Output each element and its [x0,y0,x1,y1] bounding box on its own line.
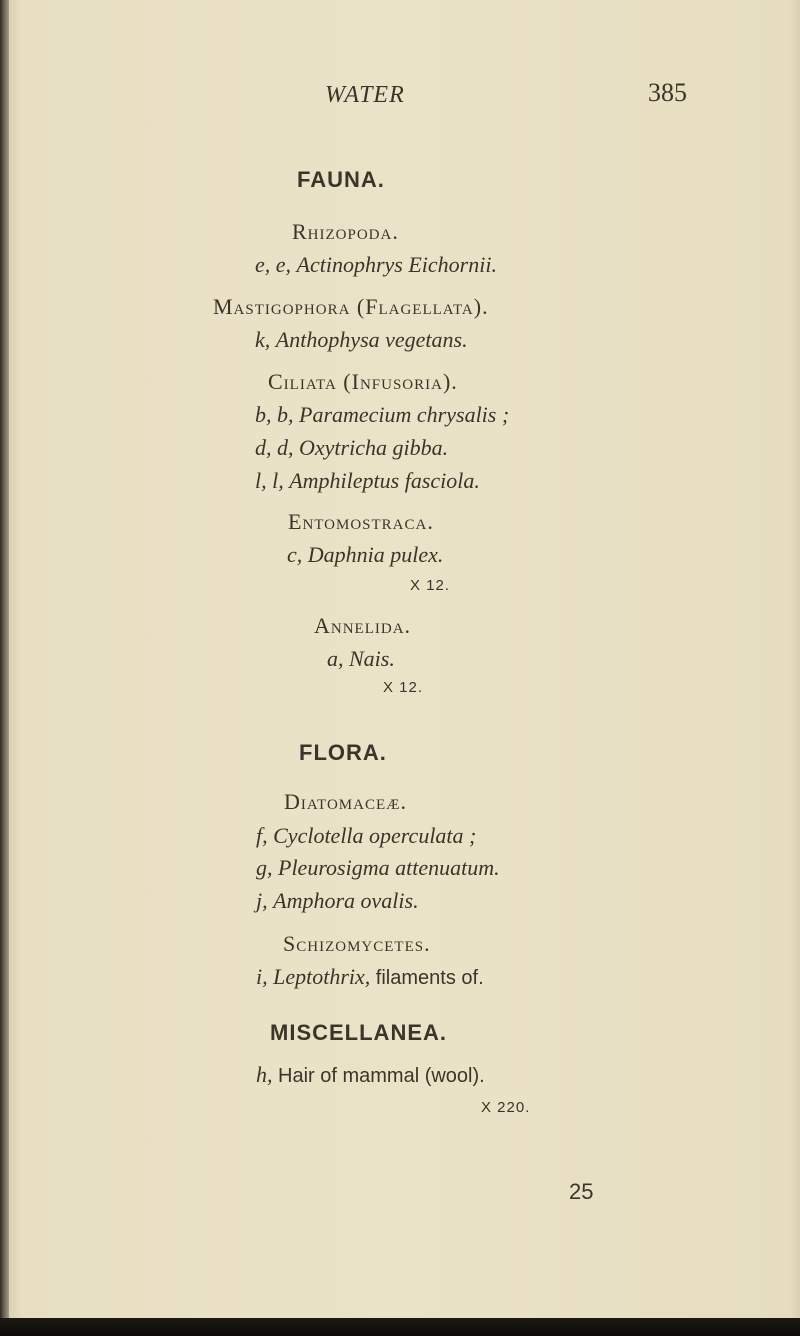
entry-anthophysa [255,329,468,351]
entry-letter: e, e, [255,252,292,277]
entry-pleurosigma [256,857,500,879]
flora-heading: FLORA. [299,740,387,765]
entry-letter: h, [256,1062,273,1087]
entry-amphileptus [255,470,480,492]
running-title: WATER [325,82,405,108]
entry-letter: l, l, [255,468,284,493]
entry-taxon: Cyclotella operculata ; [273,823,477,848]
entry-letter: k, [255,327,271,352]
entry-letter: c, [287,542,303,567]
entry-cyclotella [256,825,476,847]
annelida-heading: Annelida. [314,613,412,638]
mastigophora-heading: Mastigophora (Flagellata). [213,294,489,319]
page-bottom-edge [0,1318,800,1336]
entry-letter: j, [256,888,268,913]
entry-taxon: Oxytricha gibba. [299,435,449,460]
entry-taxon: Amphileptus fasciola. [289,468,480,493]
entry-description: Hair of mammal (wool). [278,1065,485,1087]
diatomaceae-heading: Diatomaceæ. [284,789,407,814]
entry-letter: a, [327,646,344,671]
entry-description: filaments of. [375,967,484,989]
fauna-heading: FAUNA. [297,167,385,192]
miscellanea-heading: MISCELLANEA. [270,1020,447,1045]
entry-amphora [256,890,419,912]
schizomycetes-heading: Schizomycetes. [283,931,431,956]
entry-letter: b, b, [255,402,294,427]
entry-taxon: Actinophrys Eichornii. [296,252,497,277]
entry-taxon: Amphora ovalis. [273,888,419,913]
entry-letter: g, [256,855,273,880]
entry-daphnia [287,544,443,566]
entry-letter: d, d, [255,435,294,460]
binding-shadow [0,0,9,1336]
entomostraca-magnification: X 12. [410,577,451,594]
entry-letter: i, [256,964,268,989]
entry-taxon: Paramecium chrysalis ; [299,402,510,427]
entry-leptothrix [256,966,484,988]
miscellanea-magnification: X 220. [481,1099,531,1116]
entry-oxytricha [255,437,448,459]
entry-taxon: Nais. [349,646,395,671]
signature-mark: 25 [569,1179,594,1204]
rhizopoda-heading: Rhizopoda. [292,219,399,244]
annelida-magnification: X 12. [383,679,424,696]
entry-paramecium [255,404,509,426]
entry-taxon: Anthophysa vegetans. [275,327,468,352]
entry-taxon: Leptothrix, [273,964,371,989]
ciliata-heading: Ciliata (Infusoria). [268,369,458,394]
entry-letter: f, [256,823,268,848]
entomostraca-heading: Entomostraca. [288,509,434,534]
page-number: 385 [648,78,687,107]
entry-actinophrys [255,254,497,276]
entry-taxon: Pleurosigma attenuatum. [278,855,500,880]
entry-taxon: Daphnia pulex. [307,542,444,567]
entry-hair [256,1064,485,1086]
entry-nais [327,648,395,670]
